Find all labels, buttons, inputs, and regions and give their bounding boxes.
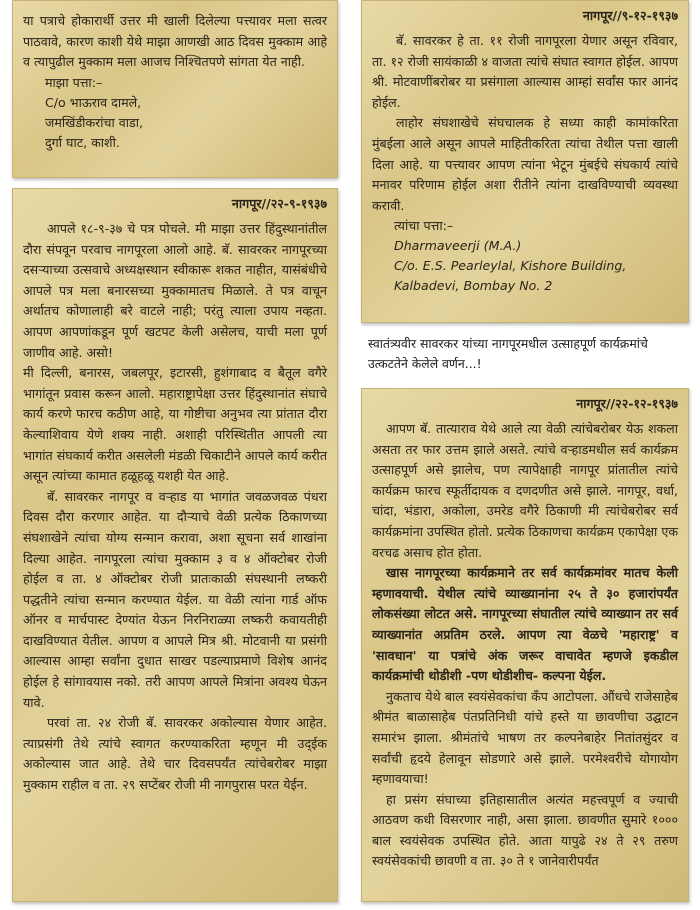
- letter-body: या पत्राचे होकारार्थी उत्तर मी खाली दिलेल्या पत्त्यावर मला सत्वर पाठवावे, कारण काशी येथे माझा आणखी आठ दिवस मुक्काम आहे व त्यापुढील मुक्काम मला आजच निश्चितपणे सांगता येत नाही.: [23, 13, 327, 70]
- address-line: Kalbadevi, Bombay No. 2: [394, 278, 553, 294]
- letter-card-bottom-left: [12, 188, 338, 902]
- address-label: माझा पत्ता:–: [45, 74, 103, 90]
- letter-paragraph: आपले १८-९-३७ चे पत्र पोचले. मी माझा उत्तर हिंदुस्थानांतील दौरा संपवून परवाच नागपूरला आलो आहे. बॅ. सावरकर नागपूरच्या दसऱ्याच्या उत्सवाचे अध्यक्षस्थान स्वीकारू शकत नाहीत, यासंबंधीचे आपले पत्र मला बनारसच्या मुक्कामातच मिळाले. ते पत्र वाचून अर्थातच कोणालाही बरे वाटले नाही; परंतु त्याला उपाय नव्हता. आपण आपणांकडून पूर्ण खटपट केली असेलच, याची मला पूर्ण जाणीव आहे. असो!: [23, 221, 327, 360]
- letter-date: नागपूर//२२-१२-१९३७: [576, 396, 678, 411]
- letter-card-top-left: [12, 0, 338, 178]
- caption-line: उत्कटतेने केलेले वर्णन...!: [368, 356, 482, 371]
- letter-paragraph: हा प्रसंग संघाच्या इतिहासातील अत्यंत महत्त्वपूर्ण व ज्याची आठवण कधी विसरणार नाही, असा झाला. छावणीत सुमारे १००० बाल स्वयंसेवक उपस्थित होते. आता यापुढे २४ ते २९ तरुण स्वयंसेवकांची छावणी व ता. ३० ते १ जानेवारीपर्यंत: [372, 791, 678, 869]
- letter-paragraph: आपण बॅ. तात्याराव येथे आले त्या वेळी त्यांचेबरोबर येऊ शकला असता तर फार उत्तम झाले असते. त्यांचे वऱ्हाडमधील सर्व कार्यक्रम उत्साहपूर्ण असे झालेच, पण त्यापेक्षाही नागपूर प्रांतातील त्यांचे कार्यक्रम फारच स्फूर्तीदायक व दणदणीत असे झाले. नागपूर, वर्धा, चांदा, भंडारा, अकोला, उमरेड वगैरे ठिकाणी मी त्यांचेबरोबर सर्व कार्यक्रमांना उपस्थित होतो. प्रत्येक ठिकाणचा कार्यक्रम एकापेक्षा एक वरचढ असाच होत होता.: [372, 421, 678, 560]
- caption: [368, 334, 693, 374]
- address-line: C/o भाऊराव दामले,: [45, 94, 142, 110]
- caption-line: स्वातंत्र्यवीर सावरकर यांच्या नागपूरमधील उत्साहपूर्ण कार्यक्रमांचे: [368, 336, 648, 351]
- address-line: दुर्गा घाट, काशी.: [45, 134, 120, 150]
- letter-paragraph: परवां ता. २४ रोजी बॅ. सावरकर अकोल्यास येणार आहेत. त्याप्रसंगी तेथे त्यांचे स्वागत करण्याकरिता म्हणून मी उद्‌ईक अकोल्यास जात आहे. तेथे चार दिवसपर्यंत त्यांचेबरोबर माझा मुक्काम राहील व ता. २९ सप्टेंबर रोजी मी नागपुरास परत येईन.: [23, 715, 327, 793]
- letter-paragraph-bold: खास नागपूरच्या कार्यक्रमाने तर सर्व कार्यक्रमांवर मातच केली म्हणावयाची. येथील त्यांचे व्याख्यानांना २५ ते ३० हजारांपर्यंत लोकसंख्या लोटत असे. नागपूरच्या संघातील त्यांचे व्याख्यान तर सर्व व्याख्यानांत अप्रतिम ठरले. आपण त्या वेळचे 'महाराष्ट्र' व 'सावधान' या पत्रांचे अंक जरूर वाचावेत म्हणजे इकडील कार्यक्रमांची थोडीशी -पण थोडीशीच- कल्पना येईल.: [372, 565, 678, 684]
- address-line: जमखिंडीकरांचा वाडा,: [45, 114, 144, 130]
- address-line: Dharmaveerji (M.A.): [394, 238, 522, 254]
- letter-paragraph: लाहोर संघशाखेचे संघचालक हे सध्या काही कामांकरिता मुंबईला आले असून आपले माहितीकरिता त्यांचा तेथील पत्ता खाली दिला आहे. या पत्त्यावर आपण त्यांना भेटून मुंबईचे संघकार्य त्यांचे मनावर परिणाम होईल अशा रीतीने त्यांना दाखविण्याची व्यवस्था करावी.: [372, 115, 678, 213]
- letter-date: नागपूर//२२-९-१९३७: [231, 196, 327, 211]
- letter-paragraph: मी दिल्ली, बनारस, जबलपूर, इटारसी, हुशंगाबाद व बैतूल वगैरे भागांतून प्रवास करून आलो. महाराष्ट्रापेक्षा उत्तर हिंदुस्थानांत संघाचे कार्य करणे फारच कठीण आहे, या गोष्टीचा अनुभव त्या प्रांतात दौरा केल्याशिवाय येणे शक्य नाही. अशाही परिस्थितीत आपली त्या भागांत संघकार्य करीत असलेली मंडळी चिकाटीने आपले कार्य करीत असून त्यांच्या कामात हळूहळू यशही येत आहे.: [23, 365, 327, 484]
- letter-date: नागपूर//९-१२-१९३७: [582, 8, 678, 23]
- letter-paragraph: बॅ. सावरकर नागपूर व वऱ्हाड या भागांत जवळजवळ पंधरा दिवस दौरा करणार आहेत. या दौऱ्याचे वेळी प्रत्येक ठिकाणच्या संघशाखेने त्यांचा योग्य सन्मान करावा, अशा सूचना सर्व शाखांना दिल्या आहेत. नागपूरला त्यांचा मुक्काम ३ व ४ ऑक्टोबर रोजी होईल व ता. ४ ऑक्टोबर रोजी प्रातःकाळी संघस्थानी लष्करी पद्धतीने त्यांचा सन्मान करण्यात येईल. या वेळी त्यांना गार्ड ऑफ ऑनर व मार्चपास्ट देण्यांत येऊन निरनिराळ्या लष्करी कवायतीही दाखविण्यात येतील. आपण व आपले मित्र श्री. मोटवानी या प्रसंगी आल्यास आम्हा सर्वांना दुधात साखर पडल्याप्रमाणे विशेष आनंद होईल हे सांगावयास नको. तरी आपण आपले मित्रांना अवश्य घेऊन यावे.: [23, 488, 327, 710]
- address-label: त्यांचा पत्ता:–: [394, 218, 454, 234]
- letter-card-top-right: [361, 0, 689, 323]
- letter-paragraph: नुकताच येथे बाल स्वयंसेवकांचा कँप आटोपला. औंधचे राजेसाहेब श्रीमंत बाळासाहेब पंतप्रतिनिधी यांचे हस्ते या छावणीचा उद्घाटन समारंभ झाला. श्रीमंतांचे भाषण तर कल्पनेबाहेर नितांतसुंदर व सर्वांची हृदये हेलावून सोडणारे असे झाले. परमेश्वरीचे योगायोग म्हणावयाचा!: [372, 688, 678, 787]
- letter-card-bottom-right: [361, 388, 689, 902]
- letter-paragraph: बॅ. सावरकर हे ता. ११ रोजी नागपूरला येणार असून रविवार, ता. १२ रोजी सायंकाळी ४ वाजता त्यांचे संघात स्वागत होईल. आपण श्री. मोटवाणींबरोबर या प्रसंगाला आल्यास आम्हां सर्वांस फार आनंद होईल.: [372, 33, 678, 110]
- address-line: C/o. E.S. Pearleylal, Kishore Building,: [394, 258, 627, 274]
